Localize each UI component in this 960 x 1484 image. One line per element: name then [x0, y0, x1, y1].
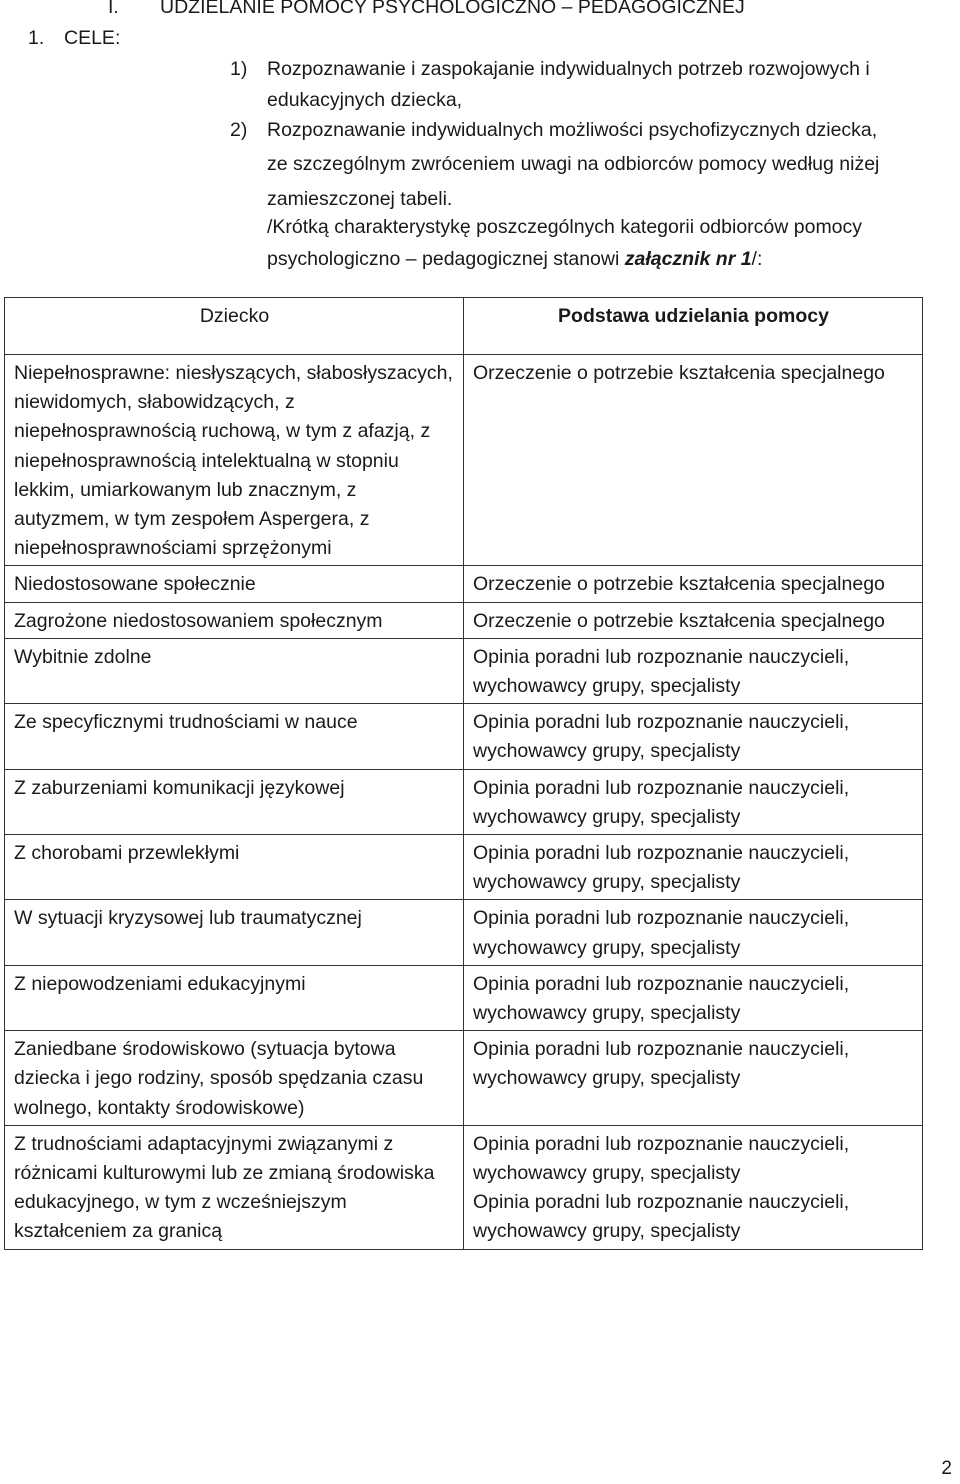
goal-1-number: 1) — [230, 58, 248, 80]
column-header-basis: Podstawa udzielania pomocy — [464, 298, 923, 355]
table-row — [5, 566, 923, 602]
child-category-cell: Z trudnościami adaptacyjnymi związanymi z różnicami kulturowymi lub ze zmianą środowiska edukacyjnego, w tym z wcześniejszym kształceniem za granicą — [5, 1125, 464, 1249]
child-category-cell: Z zaburzeniami komunikacji językowej — [5, 769, 464, 834]
chapter-number: I. — [108, 0, 119, 18]
child-category-cell: Z niepowodzeniami edukacyjnymi — [5, 965, 464, 1030]
table-row — [5, 355, 923, 566]
child-category-cell: Z chorobami przewlekłymi — [5, 835, 464, 900]
table-row — [5, 704, 923, 769]
basis-text-repeat: Opinia poradni lub rozpoznanie nauczycieli, wychowawcy grupy, specjalisty — [473, 1191, 850, 1243]
basis-cell — [464, 1125, 923, 1249]
goal-2-line-1: Rozpoznawanie indywidualnych możliwości psychofizycznych dziecka, — [267, 119, 878, 141]
child-category-cell: Ze specyficznymi trudnościami w nauce — [5, 704, 464, 769]
child-category-cell: Zaniedbane środowiskowo (sytuacja bytowa dziecka i jego rodziny, sposób spędzania czasu wolnego, kontakty środowiskowe) — [5, 1031, 464, 1126]
basis-cell: Opinia poradni lub rozpoznanie nauczycieli, wychowawcy grupy, specjalisty — [464, 769, 923, 834]
table-row — [5, 900, 923, 965]
table-header-row — [5, 298, 923, 355]
basis-cell: Opinia poradni lub rozpoznanie nauczycieli, wychowawcy grupy, specjalisty — [464, 704, 923, 769]
table-row — [5, 835, 923, 900]
basis-cell: Opinia poradni lub rozpoznanie nauczycieli, wychowawcy grupy, specjalisty — [464, 965, 923, 1030]
chapter-title: UDZIELANIE POMOCY PSYCHOLOGICZNO – PEDAGOGICZNEJ — [160, 0, 745, 18]
basis-cell: Opinia poradni lub rozpoznanie nauczycieli, wychowawcy grupy, specjalisty — [464, 835, 923, 900]
note-text: psychologiczno – pedagogicznej stanowi — [267, 248, 625, 270]
page-number: 2 — [941, 1458, 952, 1479]
note-line-1: /Krótką charakterystykę poszczególnych kategorii odbiorców pomocy — [267, 216, 863, 238]
goal-1-line-1: Rozpoznawanie i zaspokajanie indywidualnych potrzeb rozwojowych i — [267, 58, 870, 80]
table-row — [5, 1031, 923, 1126]
note-suffix: /: — [751, 248, 763, 270]
attachment-reference: załącznik nr 1 — [624, 248, 752, 270]
child-category-cell: W sytuacji kryzysowej lub traumatycznej — [5, 900, 464, 965]
note-line-2 — [267, 245, 762, 274]
table-row — [5, 638, 923, 703]
child-category-cell: Niepełnosprawne: niesłyszących, słabosłyszacych, niewidomych, słabowidzących, z niepełnosprawnością ruchową, w tym z afazją, z niepełnosprawnością intelektualną w stopniu lekkim, umiarkowanym lub znacznym, z autyzmem, w tym zespołem Aspergera, z niepełnosprawnościami sprzężonymi — [5, 355, 464, 566]
basis-cell: Opinia poradni lub rozpoznanie nauczycieli, wychowawcy grupy, specjalisty — [464, 638, 923, 703]
column-header-child: Dziecko — [5, 298, 464, 355]
table-row — [5, 769, 923, 834]
basis-cell: Orzeczenie o potrzebie kształcenia specjalnego — [464, 566, 923, 602]
child-category-cell: Zagrożone niedostosowaniem społecznym — [5, 602, 464, 638]
basis-cell: Opinia poradni lub rozpoznanie nauczycieli, wychowawcy grupy, specjalisty — [464, 900, 923, 965]
table-row — [5, 965, 923, 1030]
basis-cell: Opinia poradni lub rozpoznanie nauczycieli, wychowawcy grupy, specjalisty — [464, 1031, 923, 1126]
basis-text: Opinia poradni lub rozpoznanie nauczycieli, wychowawcy grupy, specjalisty — [473, 1132, 850, 1185]
section-label: CELE: — [64, 27, 121, 49]
goal-2-line-2: ze szczególnym zwróceniem uwagi na odbiorców pomocy według niżej — [267, 153, 880, 175]
section-number: 1. — [28, 27, 45, 49]
child-category-cell: Wybitnie zdolne — [5, 638, 464, 703]
support-recipients-table — [4, 297, 923, 1250]
basis-cell: Orzeczenie o potrzebie kształcenia specjalnego — [464, 602, 923, 638]
child-category-cell: Niedostosowane społecznie — [5, 566, 464, 602]
goal-1-line-2: edukacyjnych dziecka, — [267, 89, 463, 111]
table-row — [5, 602, 923, 638]
goal-2-line-3: zamieszczonej tabeli. — [267, 188, 453, 210]
table-row — [5, 1125, 923, 1249]
goal-2-number: 2) — [230, 119, 248, 141]
basis-cell: Orzeczenie o potrzebie kształcenia specjalnego — [464, 355, 923, 566]
